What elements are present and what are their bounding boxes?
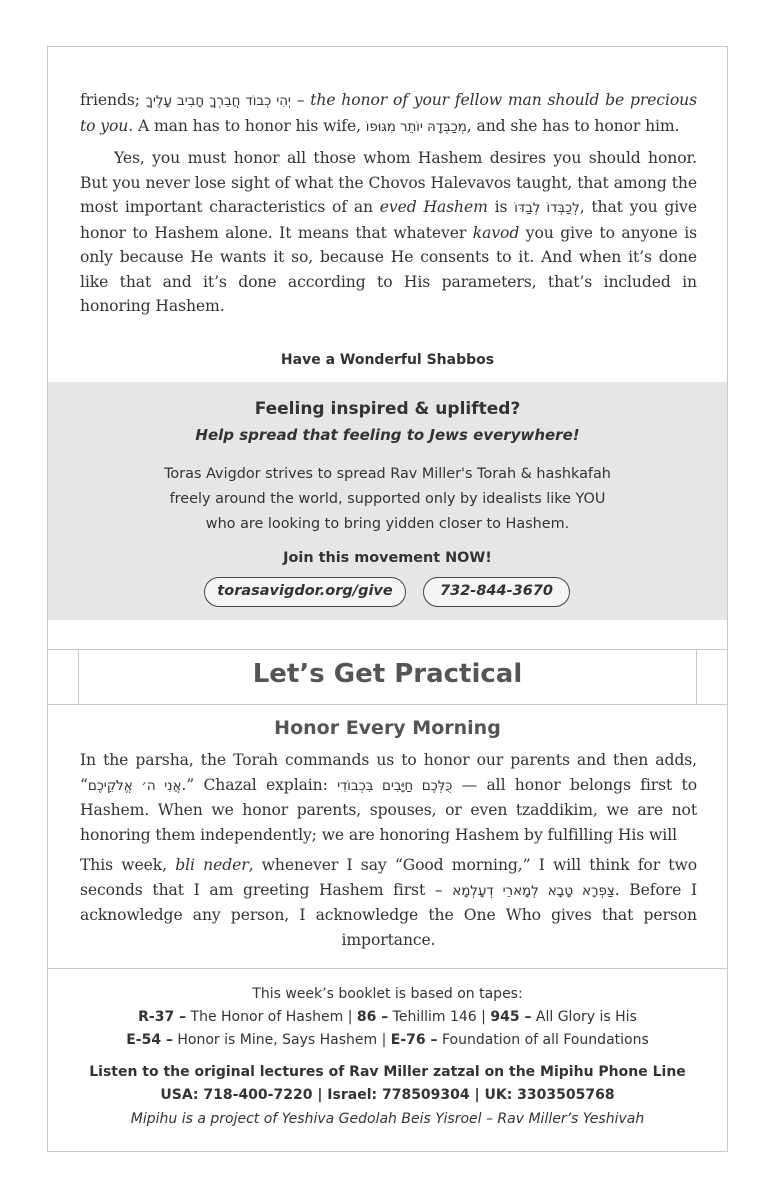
text: A man has to honor his wife, (133, 116, 366, 135)
promo-body-line: Toras Avigdor strives to spread Rav Miller's Torah & hashkafah (164, 466, 611, 482)
tape-code: 86 – (356, 1009, 389, 1025)
text: .” Chazal explain: (181, 775, 338, 794)
practical-heading: Honor Every Morning (274, 717, 501, 739)
tape-title: Tehillim 146 (388, 1009, 477, 1025)
text: , that you give honor to Hashem alone. It means that whatever (80, 198, 698, 242)
italic-text: eved Hashem (379, 198, 488, 216)
text: friends; (80, 91, 146, 109)
separator: | (343, 1009, 357, 1025)
promo-body-line: freely around the world, supported only by idealists like YOU (169, 491, 606, 507)
tape-code: E-54 – (126, 1032, 173, 1048)
separator: | (476, 1009, 491, 1025)
hebrew-quote: יְהִי כְבוֹד חֲבֵרְךָ חָבִיב עָלֶיךָ (145, 93, 291, 109)
text: , whenever I say “Good morning,” I will think for two seconds that I am greeting Hashem first – (80, 856, 697, 899)
section-title: Let’s Get Practical (252, 659, 523, 689)
text: . Before I acknowledge any person, I acknowledge the One Who gives that person importance. (80, 880, 698, 949)
text: , and she has to honor him. (466, 116, 680, 135)
promo-title: Feeling inspired & uplifted? (254, 399, 521, 419)
paragraph-friends (80, 88, 697, 139)
article-text (80, 88, 697, 319)
separator: | (377, 1032, 391, 1048)
text: is (487, 198, 515, 216)
footer-tapes-row-2 (48, 1032, 727, 1048)
promo-join: Join this movement NOW! (283, 550, 492, 566)
hebrew-quote: צַפְרָא טָבָא לְמָארֵי דְעָלְמָא (452, 882, 615, 899)
donate-phone-link[interactable]: 732-844-3670 (423, 577, 570, 607)
hebrew-quote: לְכַבְּדוֹ לְבַדּוֹ (514, 200, 580, 216)
footer-phone-lines: USA: 718-400-7220 | Israel: 778509304 | UK: 3303505768 (160, 1087, 615, 1103)
promo-body (48, 462, 727, 537)
text: — all honor belongs first to Hashem. When we honor parents, spouses, or even tzaddikim, we are not honoring them independently; we are honoring Hashem by fulfilling His will (80, 775, 697, 844)
footer-listen: Listen to the original lectures of Rav Miller zatzal on the Mipihu Phone Line (89, 1064, 686, 1080)
text: This week, (80, 856, 176, 874)
footer-project: Mipihu is a project of Yeshiva Gedolah Beis Yisroel – Rav Miller’s Yeshivah (130, 1111, 645, 1127)
text: – (290, 91, 311, 109)
promo-box (48, 382, 727, 620)
hebrew-quote: כֻּלְּכֶם חַיָּבִים בִּכְבוֹדִי (337, 777, 453, 794)
tape-code: E-76 – (390, 1032, 438, 1048)
footer-based-on: This week’s booklet is based on tapes: (252, 986, 523, 1002)
closing-line: Have a Wonderful Shabbos (280, 352, 495, 368)
promo-body-line: who are looking to bring yidden closer to Hashem. (205, 516, 570, 532)
italic-text: kavod (472, 223, 520, 242)
tape-title: The Honor of Hashem (186, 1009, 344, 1025)
text: In the parsha, the Torah commands us to honor our parents and then adds, “ (80, 751, 697, 794)
italic-text: the honor of your fellow man should be precious to you. (80, 91, 698, 135)
practical-banner (48, 649, 727, 705)
tape-title: All Glory is His (531, 1009, 637, 1025)
practical-paragraph-1 (80, 748, 697, 847)
tape-title: Foundation of all Foundations (437, 1032, 649, 1048)
hebrew-quote: מְכַבְּדָהּ יוֹתֵר מִגּוּפוֹ (365, 118, 467, 135)
text: Yes, you must honor all those whom Hashem desires you should honor. But you never lose sight of what the Chovos Halevavos taught, that among the most important characteristics of an (80, 149, 697, 216)
text: you give to anyone is only because He wants it so, because He consents to it. And when it’s done like that and it’s done according to His parameters, that’s included in honoring Hashem. (80, 223, 697, 315)
practical-paragraph-2 (80, 853, 697, 952)
tape-code: 945 – (490, 1009, 532, 1025)
tape-code: R-37 – (138, 1009, 187, 1025)
italic-text: bli neder (175, 856, 249, 874)
donate-website-link[interactable]: torasavigdor.org/give (204, 577, 406, 607)
footer-tapes-row-1 (48, 1009, 727, 1025)
paragraph-honor (80, 146, 697, 319)
hebrew-quote: אֲנִי ה׳ אֱלֹקֵיכֶם (87, 777, 182, 794)
footer-divider (48, 968, 727, 969)
tape-title: Honor is Mine, Says Hashem (172, 1032, 378, 1048)
promo-subtitle: Help spread that feeling to Jews everywhere! (195, 426, 580, 444)
